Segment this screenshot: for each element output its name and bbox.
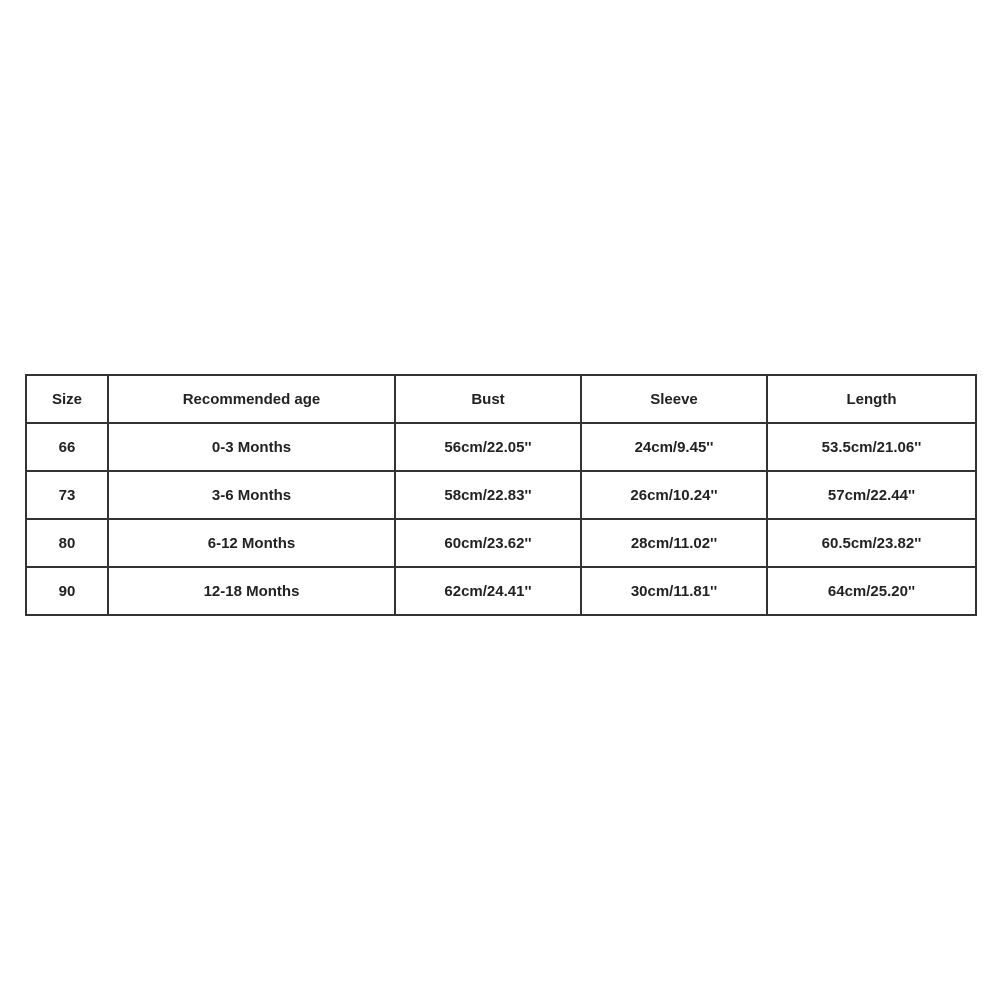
header-sleeve: Sleeve [581, 375, 767, 423]
table-header-row [26, 375, 976, 423]
header-length: Length [767, 375, 976, 423]
table-row [26, 519, 976, 567]
cell-age: 12-18 Months [108, 567, 395, 615]
cell-length: 60.5cm/23.82'' [767, 519, 976, 567]
cell-age: 0-3 Months [108, 423, 395, 471]
cell-bust: 58cm/22.83'' [395, 471, 581, 519]
cell-sleeve: 26cm/10.24'' [581, 471, 767, 519]
table-row [26, 567, 976, 615]
header-size: Size [26, 375, 108, 423]
header-bust: Bust [395, 375, 581, 423]
cell-bust: 62cm/24.41'' [395, 567, 581, 615]
cell-size: 80 [26, 519, 108, 567]
cell-bust: 56cm/22.05'' [395, 423, 581, 471]
cell-sleeve: 30cm/11.81'' [581, 567, 767, 615]
cell-length: 64cm/25.20'' [767, 567, 976, 615]
cell-length: 57cm/22.44'' [767, 471, 976, 519]
table-row [26, 471, 976, 519]
cell-length: 53.5cm/21.06'' [767, 423, 976, 471]
cell-sleeve: 24cm/9.45'' [581, 423, 767, 471]
cell-bust: 60cm/23.62'' [395, 519, 581, 567]
cell-sleeve: 28cm/11.02'' [581, 519, 767, 567]
cell-size: 73 [26, 471, 108, 519]
cell-size: 90 [26, 567, 108, 615]
cell-age: 6-12 Months [108, 519, 395, 567]
cell-size: 66 [26, 423, 108, 471]
table-row [26, 423, 976, 471]
cell-age: 3-6 Months [108, 471, 395, 519]
size-chart-table [25, 374, 977, 616]
header-recommended-age: Recommended age [108, 375, 395, 423]
